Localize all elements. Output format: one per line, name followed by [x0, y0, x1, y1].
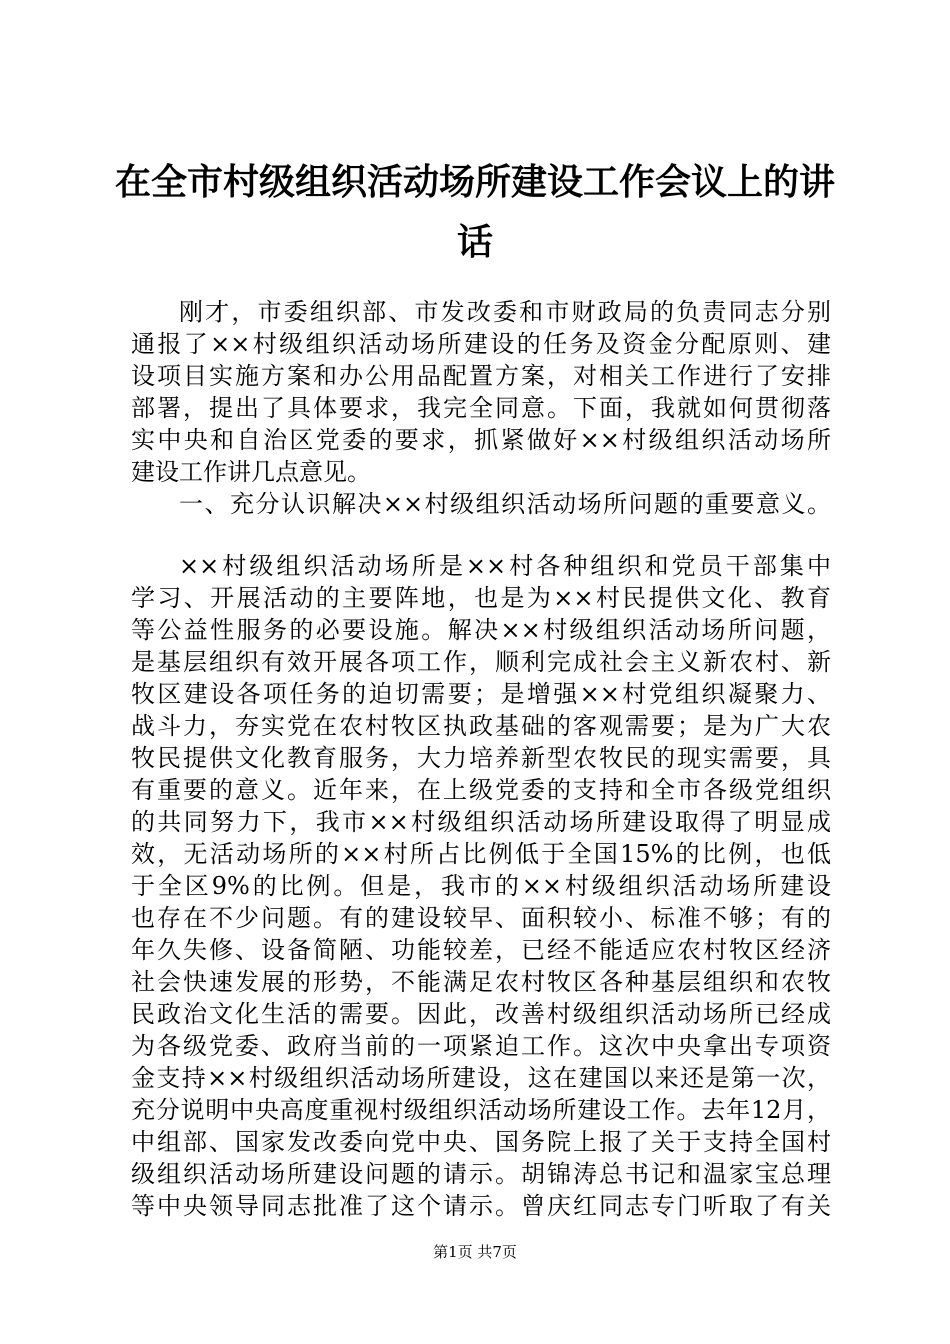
body-line: 等中央领导同志批准了这个请示。曾庆红同志专门听取了有关 — [131, 1192, 831, 1220]
body-line: 是基层组织有效开展各项工作，顺利完成社会主义新农村、新 — [131, 648, 831, 676]
document-title-line1: 在全市村级组织活动场所建设工作会议上的讲 — [114, 161, 835, 203]
body-line: 级组织活动场所建设问题的请示。胡锦涛总书记和温家宝总理 — [131, 1160, 831, 1188]
body-line: 刚才，市委组织部、市发改委和市财政局的负责同志分别 — [179, 298, 831, 326]
body-line: ××村级组织活动场所是××村各种组织和党员干部集中 — [179, 552, 831, 580]
body-line: 效，无活动场所的××村所占比例低于全国15%的比例，也低 — [131, 840, 831, 868]
body-line: 战斗力，夯实党在农村牧区执政基础的客观需要；是为广大农 — [131, 712, 831, 740]
body-line: 也存在不少问题。有的建设较早、面积较小、标准不够；有的 — [131, 904, 831, 932]
body-line: 学习、开展活动的主要阵地，也是为××村民提供文化、教育 — [131, 584, 831, 612]
section-heading: 一、充分认识解决××村级组织活动场所问题的重要意义。 — [179, 490, 831, 518]
body-line: 中组部、国家发改委向党中央、国务院上报了关于支持全国村 — [131, 1128, 831, 1156]
body-line: 于全区9%的比例。但是，我市的××村级组织活动场所建设 — [131, 872, 831, 900]
body-line: 为各级党委、政府当前的一项紧迫工作。这次中央拿出专项资 — [131, 1032, 831, 1060]
body-line: 民政治文化生活的需要。因此，改善村级组织活动场所已经成 — [131, 1000, 831, 1028]
page-number-footer: 第1页 共7页 — [433, 1243, 517, 1261]
body-line: 等公益性服务的必要设施。解决××村级组织活动场所问题， — [131, 616, 831, 644]
body-line: 的共同努力下，我市××村级组织活动场所建设取得了明显成 — [131, 808, 831, 836]
body-line: 牧民提供文化教育服务，大力培养新型农牧民的现实需要，具 — [131, 744, 831, 772]
body-line: 金支持××村级组织活动场所建设，这在建国以来还是第一次， — [131, 1064, 831, 1092]
body-line: 建设工作讲几点意见。 — [131, 458, 371, 486]
document-title-line2: 话 — [456, 221, 493, 263]
body-line: 有重要的意义。近年来，在上级党委的支持和全市各级党组织 — [131, 776, 831, 804]
body-line: 年久失修、设备简陋、功能较差，已经不能适应农村牧区经济 — [131, 936, 831, 964]
body-line: 牧区建设各项任务的迫切需要；是增强××村党组织凝聚力、 — [131, 680, 831, 708]
body-line: 充分说明中央高度重视村级组织活动场所建设工作。去年12月， — [131, 1096, 831, 1124]
body-line: 实中央和自治区党委的要求，抓紧做好××村级组织活动场所 — [131, 426, 831, 454]
body-line: 设项目实施方案和办公用品配置方案，对相关工作进行了安排 — [131, 362, 831, 390]
body-line: 社会快速发展的形势，不能满足农村牧区各种基层组织和农牧 — [131, 968, 831, 996]
body-line: 通报了××村级组织活动场所建设的任务及资金分配原则、建 — [131, 330, 831, 358]
body-line: 部署，提出了具体要求，我完全同意。下面，我就如何贯彻落 — [131, 394, 831, 422]
